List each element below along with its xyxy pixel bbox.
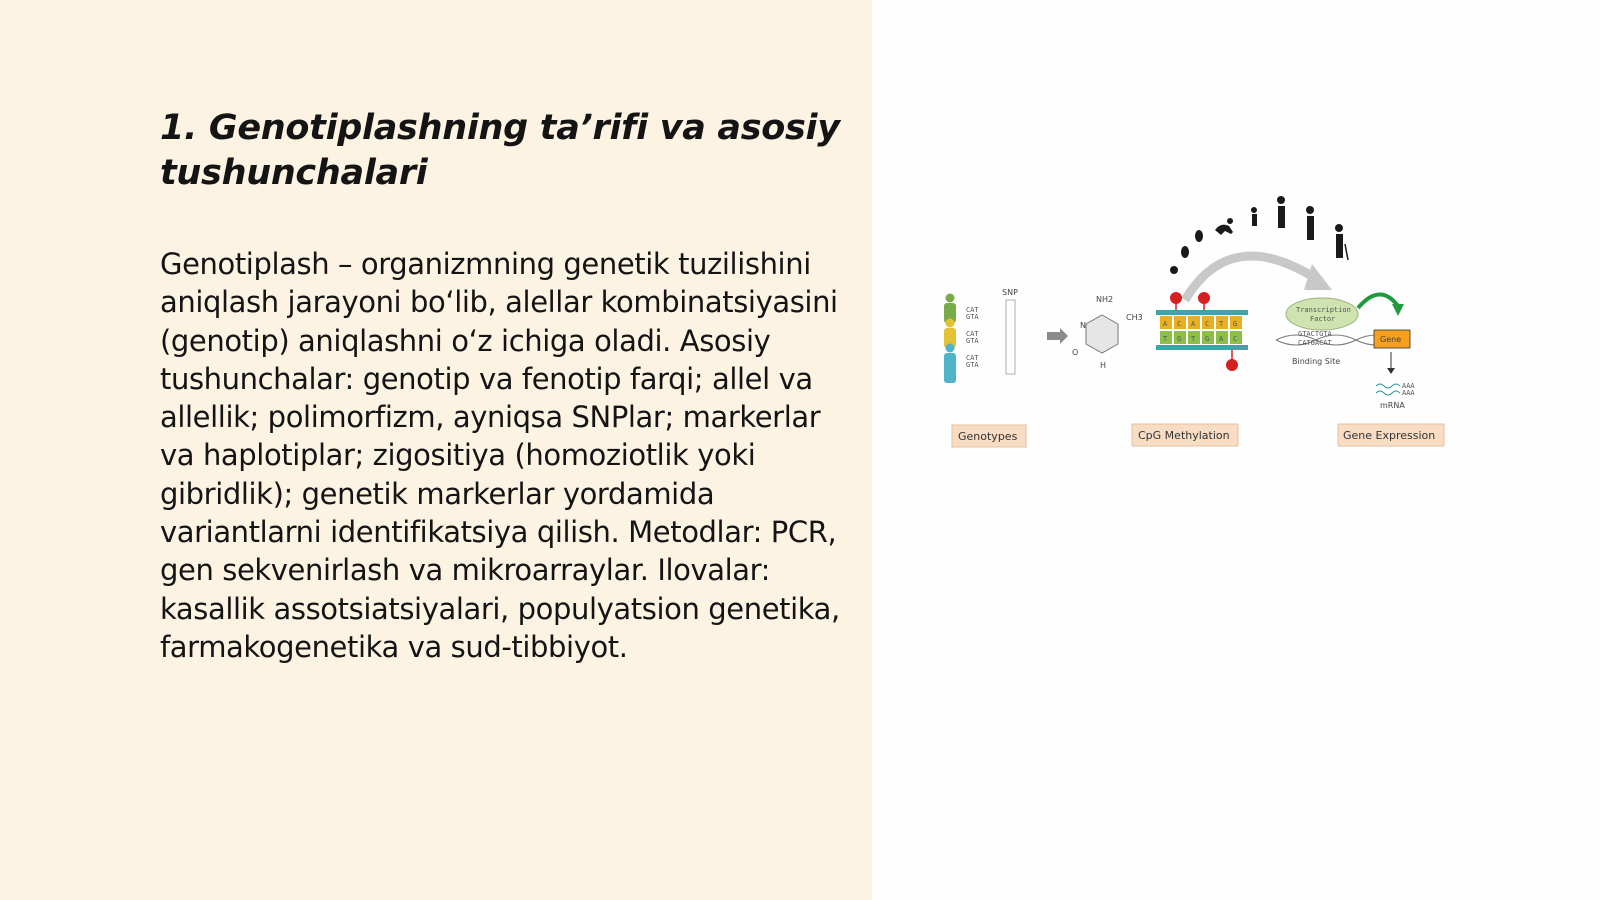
slide-title: 1. Genotiplashning ta’rifi va asosiy tushunchalari bbox=[160, 108, 840, 193]
svg-text:O: O bbox=[1072, 348, 1079, 357]
figure-illustration bbox=[940, 190, 1460, 470]
svg-text:AAA: AAA bbox=[1402, 389, 1415, 397]
slide-body-text: Genotiplash – organizmning genetik tuzilishini aniqlash jarayoni bo‘lib, alellar kombinatsiyasini (genotip) aniqlashni o‘z ichiga oladi. Asosiy tushunchalar: genotip va fenotip farqi; allel va allellik; polimorfizm, ayniqsa SNPlar; markerlar va haplotiplar; zigositiya (homoziotlik yoki gibridlik); genetik markerlar yordamida variantlarni identifikatsiya qilish. Metodlar: PCR, gen sekvenirlash va mikroarraylar. Ilovalar: kasallik assotsiatsiyalari, populyatsion genetika, farmakogenetika va sud-tibbiyot. bbox=[160, 247, 840, 664]
cytosine-structure-icon bbox=[1072, 295, 1143, 370]
svg-text:T: T bbox=[1191, 335, 1196, 343]
svg-text:Gene: Gene bbox=[1380, 335, 1402, 344]
svg-text:A: A bbox=[1163, 320, 1168, 328]
svg-text:C: C bbox=[1205, 320, 1210, 328]
svg-text:G: G bbox=[1205, 335, 1210, 343]
life-stages-icon bbox=[1170, 196, 1348, 274]
svg-text:CAT: CAT bbox=[966, 306, 979, 314]
svg-text:AAA: AAA bbox=[1402, 382, 1415, 390]
svg-text:SNP: SNP bbox=[1002, 288, 1018, 297]
snp-sequences bbox=[966, 288, 1018, 374]
svg-text:G: G bbox=[1233, 320, 1238, 328]
gene-expression-label: Gene Expression bbox=[1343, 429, 1436, 442]
svg-text:C: C bbox=[1177, 320, 1182, 328]
svg-text:Factor: Factor bbox=[1310, 315, 1336, 323]
gene-expression-icon bbox=[1276, 294, 1415, 410]
svg-text:NH2: NH2 bbox=[1096, 295, 1114, 304]
svg-text:A: A bbox=[1191, 320, 1196, 328]
svg-text:T: T bbox=[1219, 320, 1224, 328]
svg-text:CH3: CH3 bbox=[1126, 313, 1143, 322]
svg-text:GTA: GTA bbox=[966, 337, 979, 345]
svg-text:T: T bbox=[1163, 335, 1168, 343]
svg-text:N: N bbox=[1080, 321, 1086, 330]
svg-text:H: H bbox=[1100, 361, 1107, 370]
svg-text:A: A bbox=[1219, 335, 1224, 343]
svg-text:C: C bbox=[1233, 335, 1238, 343]
svg-text:Binding Site: Binding Site bbox=[1292, 357, 1341, 366]
genotype-epigenetics-figure bbox=[940, 190, 1460, 470]
right-arrow-icon bbox=[1047, 328, 1068, 344]
svg-text:CAT: CAT bbox=[966, 330, 979, 338]
people-icon bbox=[944, 294, 956, 384]
svg-text:GTA: GTA bbox=[966, 361, 979, 369]
svg-text:GTACTGTA: GTACTGTA bbox=[1298, 330, 1332, 338]
svg-text:G: G bbox=[1177, 335, 1182, 343]
svg-text:CATGACAT: CATGACAT bbox=[1298, 339, 1332, 347]
svg-text:mRNA: mRNA bbox=[1380, 401, 1405, 410]
methylated-dna-icon bbox=[1156, 292, 1248, 371]
genotypes-label: Genotypes bbox=[958, 430, 1018, 443]
svg-text:Transcription: Transcription bbox=[1296, 306, 1351, 314]
svg-text:GTA: GTA bbox=[966, 313, 979, 321]
svg-text:CAT: CAT bbox=[966, 354, 979, 362]
cpg-methylation-label: CpG Methylation bbox=[1138, 429, 1230, 442]
